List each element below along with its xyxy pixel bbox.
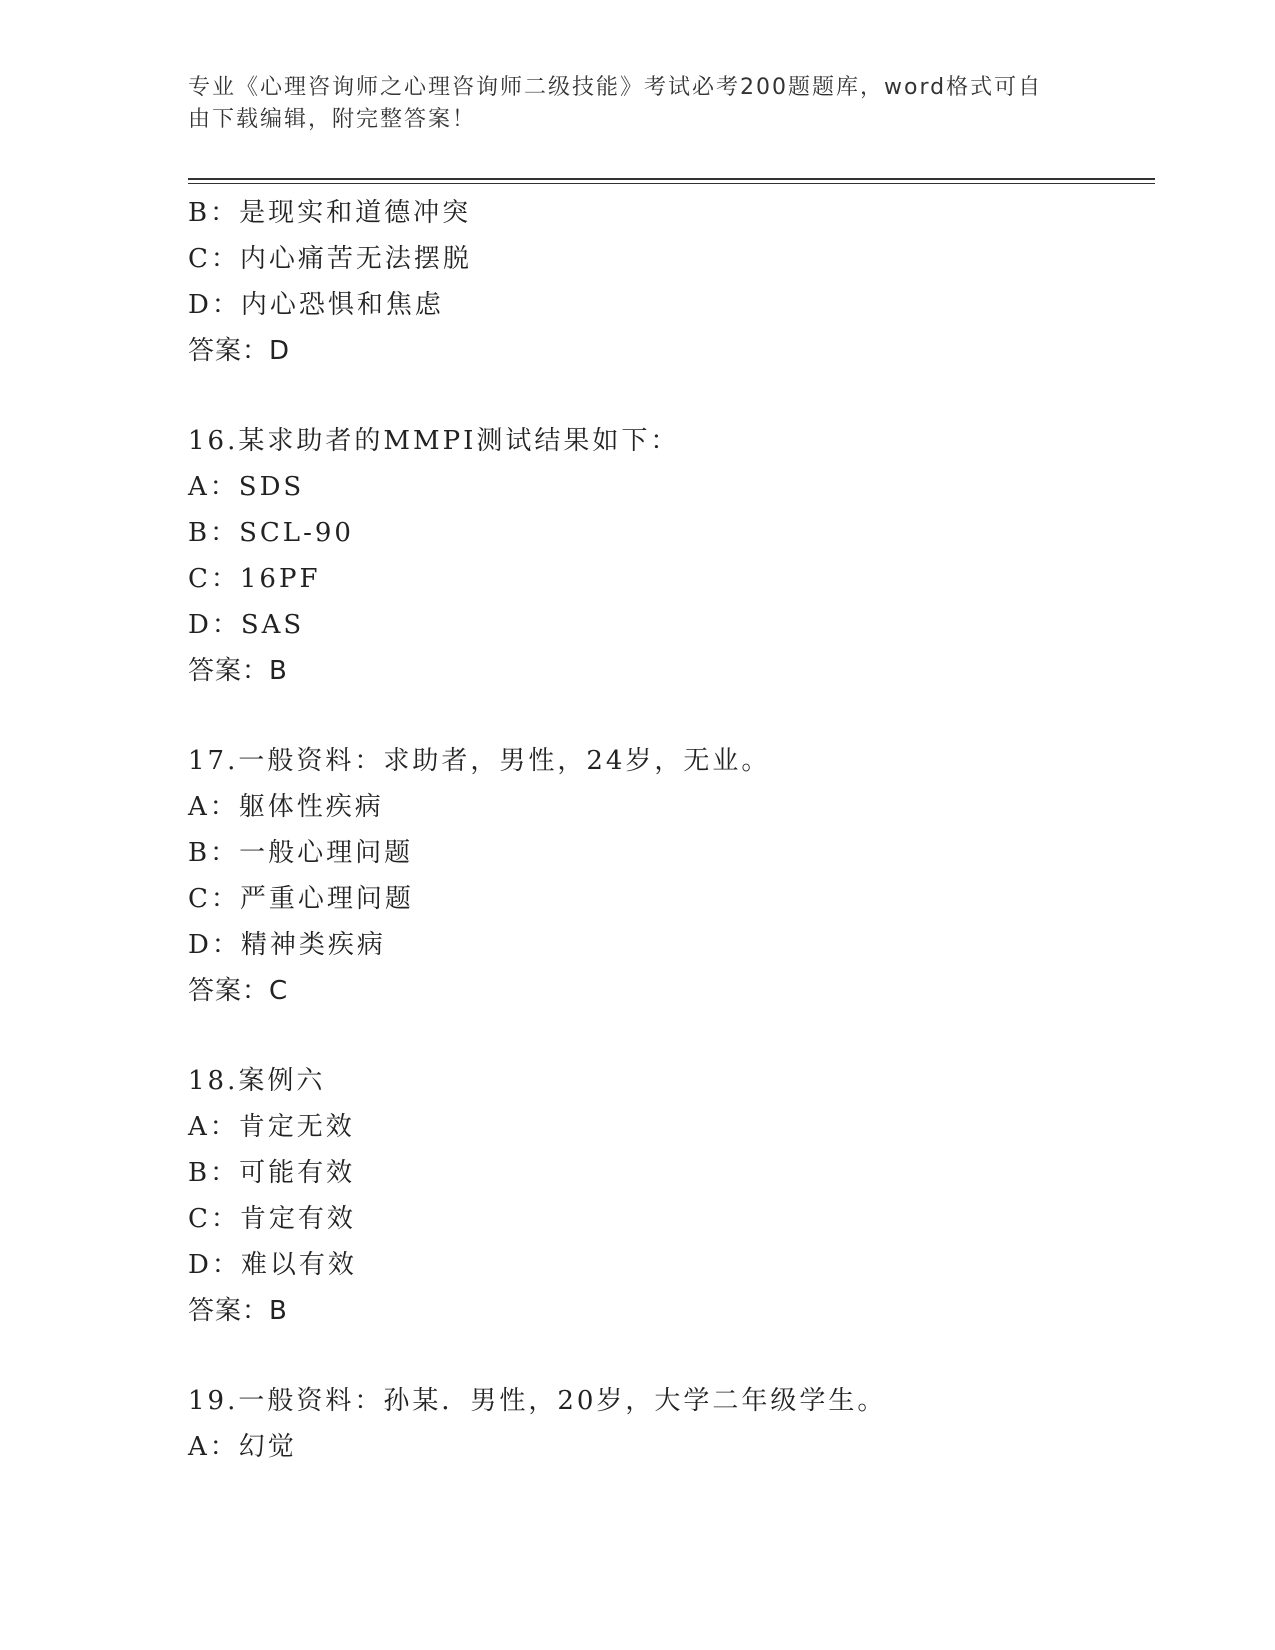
option-c: C：内心痛苦无法摆脱 <box>188 244 472 274</box>
option-d: D：精神类疾病 <box>188 930 386 960</box>
option-b: B：一般心理问题 <box>188 838 414 868</box>
option-a: A：躯体性疾病 <box>188 792 384 822</box>
question-18 <box>188 1058 1148 1334</box>
question-15-continued <box>188 190 1148 374</box>
answer: 答案：B <box>188 656 288 686</box>
question-list <box>188 190 1148 1470</box>
option-b: B：SCL-90 <box>188 518 354 548</box>
option-b: B：可能有效 <box>188 1158 356 1188</box>
question-stem: 19.一般资料：孙某．男性，20岁，大学二年级学生。 <box>188 1386 887 1416</box>
option-b: B：是现实和道德冲突 <box>188 198 472 228</box>
answer: 答案：C <box>188 976 289 1006</box>
question-16 <box>188 418 1148 694</box>
question-19 <box>188 1378 1148 1470</box>
answer: 答案：D <box>188 336 291 366</box>
header-divider-thick <box>188 178 1155 180</box>
question-17 <box>188 738 1148 1014</box>
option-c: C：严重心理问题 <box>188 884 414 914</box>
question-stem: 16.某求助者的MMPI测试结果如下： <box>188 426 680 456</box>
header-line-2: 由下载编辑，附完整答案！ <box>188 107 477 132</box>
option-a: A：肯定无效 <box>188 1112 355 1142</box>
option-a: A：幻觉 <box>188 1432 297 1462</box>
option-d: D：内心恐惧和焦虑 <box>188 290 444 320</box>
document-header <box>188 72 1068 136</box>
option-d: D：难以有效 <box>188 1250 357 1280</box>
option-c: C：16PF <box>188 564 321 594</box>
question-stem: 18.案例六 <box>188 1066 326 1096</box>
header-divider-thin <box>188 183 1155 184</box>
header-line-1: 专业《心理咨询师之心理咨询师二级技能》考试必考200题题库，word格式可自 <box>188 75 1043 100</box>
option-c: C：肯定有效 <box>188 1204 356 1234</box>
question-stem: 17.一般资料：求助者，男性，24岁，无业。 <box>188 746 771 776</box>
option-d: D：SAS <box>188 610 305 640</box>
answer: 答案：B <box>188 1296 288 1326</box>
option-a: A：SDS <box>188 472 305 502</box>
